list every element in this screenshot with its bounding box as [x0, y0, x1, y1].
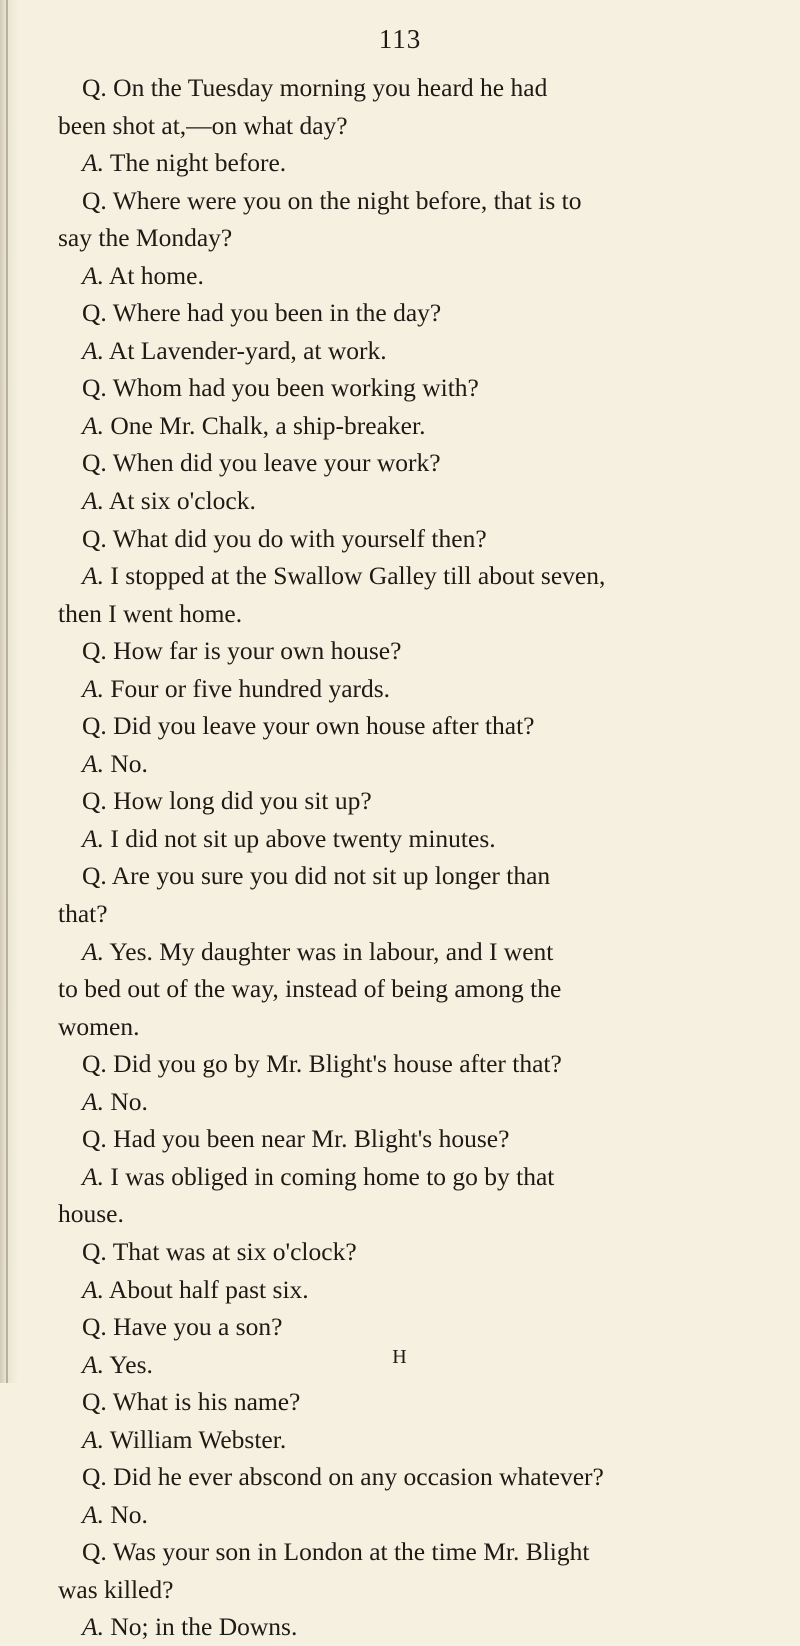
- text-line: [58, 670, 708, 708]
- text-line: [58, 1421, 708, 1459]
- text-line: [58, 1158, 708, 1196]
- answer-marker: A.: [82, 335, 104, 365]
- text-line: [58, 1233, 708, 1271]
- text-line: [58, 107, 708, 145]
- text-line: [58, 970, 708, 1008]
- answer-marker: A.: [82, 823, 104, 853]
- signature-mark: H: [392, 1346, 408, 1368]
- line-text: On the Tuesday morning you heard he had: [113, 73, 548, 102]
- line-text: At Lavender-yard, at work.: [108, 335, 387, 365]
- line-text: When did you leave your work?: [112, 448, 441, 478]
- text-line: [58, 782, 708, 820]
- answer-marker: A.: [82, 486, 104, 516]
- question-marker: Q.: [82, 711, 107, 741]
- text-line: [58, 707, 708, 745]
- line-text: was killed?: [58, 1574, 174, 1604]
- line-text: One Mr. Chalk, a ship-breaker.: [110, 410, 426, 440]
- text-line: [58, 1195, 708, 1233]
- answer-marker: A.: [82, 1161, 104, 1191]
- text-line: [58, 1458, 708, 1496]
- text-line: [58, 857, 708, 895]
- text-line: [58, 1496, 708, 1534]
- text-line: [58, 69, 708, 107]
- answer-marker: A.: [82, 1349, 104, 1379]
- answer-marker: A.: [82, 148, 104, 178]
- answer-marker: A.: [82, 260, 104, 290]
- answer-marker: A.: [82, 1612, 104, 1642]
- text-line: [58, 369, 708, 407]
- question-marker: Q.: [82, 298, 107, 328]
- text-line: [58, 895, 708, 933]
- line-text: Four or five hundred yards.: [110, 673, 391, 703]
- text-line: [58, 1308, 708, 1346]
- text-line: [58, 182, 708, 220]
- text-line: [58, 294, 708, 332]
- question-marker: Q.: [82, 1312, 107, 1342]
- line-text: been shot at,—on what day?: [58, 110, 348, 140]
- line-text: William Webster.: [109, 1424, 287, 1454]
- line-text: At home.: [108, 260, 204, 290]
- testimony-text: [58, 69, 708, 1646]
- page-gutter-shadow: [6, 0, 8, 1383]
- text-line: [58, 1271, 708, 1309]
- question-marker: Q.: [82, 1049, 107, 1079]
- answer-marker: A.: [82, 561, 104, 591]
- line-text: I stopped at the Swallow Galley till about seven,: [110, 561, 606, 591]
- text-line: [58, 1083, 708, 1121]
- line-text: then I went home.: [58, 598, 243, 628]
- line-text: How far is your own house?: [113, 636, 402, 666]
- question-marker: Q.: [82, 73, 107, 102]
- text-line: [58, 144, 708, 182]
- text-line: [58, 520, 708, 558]
- line-text: Yes. My daughter was in labour, and I went: [109, 936, 554, 966]
- question-marker: Q.: [82, 1462, 107, 1492]
- line-text: Where were you on the night before, that is to: [112, 185, 582, 215]
- line-text: The night before.: [109, 148, 287, 178]
- answer-marker: A.: [82, 748, 104, 778]
- line-text: Have you a son?: [113, 1312, 283, 1342]
- question-marker: Q.: [82, 1236, 107, 1266]
- text-line: [58, 595, 708, 633]
- question-marker: Q.: [82, 185, 107, 215]
- line-text: that?: [58, 899, 108, 929]
- answer-marker: A.: [82, 673, 104, 703]
- line-text: About half past six.: [108, 1274, 309, 1304]
- line-text: Was your son in London at the time Mr. Blight: [112, 1537, 590, 1567]
- question-marker: Q.: [82, 523, 107, 553]
- line-text: Did you go by Mr. Blight's house after that?: [113, 1049, 562, 1079]
- line-text: Had you been near Mr. Blight's house?: [113, 1124, 510, 1154]
- line-text: I was obliged in coming home to go by that: [110, 1161, 555, 1191]
- line-text: I did not sit up above twenty minutes.: [110, 823, 496, 853]
- question-marker: Q.: [82, 373, 107, 403]
- line-text: What did you do with yourself then?: [112, 523, 487, 553]
- question-marker: Q.: [82, 861, 107, 891]
- page-number: 113: [378, 24, 422, 54]
- answer-marker: A.: [82, 410, 104, 440]
- line-text: Whom had you been working with?: [112, 373, 479, 403]
- text-line: [58, 444, 708, 482]
- line-text: Are you sure you did not sit up longer than: [111, 861, 551, 891]
- text-line: [58, 219, 708, 257]
- text-line: [58, 1008, 708, 1046]
- text-line: [58, 632, 708, 670]
- text-line: [58, 1120, 708, 1158]
- answer-marker: A.: [82, 1424, 104, 1454]
- line-text: Did you leave your own house after that?: [113, 711, 535, 741]
- answer-marker: A.: [82, 1274, 104, 1304]
- line-text: Where had you been in the day?: [112, 298, 442, 328]
- line-text: No; in the Downs.: [110, 1612, 298, 1642]
- text-line: [58, 257, 708, 295]
- question-marker: Q.: [82, 1537, 107, 1567]
- text-line: [58, 1533, 708, 1571]
- line-text: No.: [110, 748, 148, 778]
- line-text: What is his name?: [112, 1387, 301, 1417]
- line-text: Did he ever abscond on any occasion whatever?: [113, 1462, 604, 1492]
- text-line: [58, 407, 708, 445]
- text-line: [58, 745, 708, 783]
- question-marker: Q.: [82, 448, 107, 478]
- text-line: [58, 1608, 708, 1646]
- line-text: At six o'clock.: [108, 486, 256, 516]
- question-marker: Q.: [82, 1387, 107, 1417]
- line-text: say the Monday?: [58, 223, 233, 253]
- answer-marker: A.: [82, 1499, 104, 1529]
- text-line: [58, 332, 708, 370]
- line-text: How long did you sit up?: [113, 786, 372, 816]
- answer-marker: A.: [82, 936, 104, 966]
- question-marker: Q.: [82, 636, 107, 666]
- text-line: [58, 820, 708, 858]
- answer-marker: A.: [82, 1086, 104, 1116]
- text-line: [58, 933, 708, 971]
- line-text: to bed out of the way, instead of being among the: [58, 974, 562, 1004]
- line-text: Yes.: [109, 1349, 153, 1379]
- line-text: house.: [58, 1199, 124, 1229]
- line-text: women.: [58, 1011, 140, 1041]
- text-line: [58, 1571, 708, 1609]
- text-line: [58, 1383, 708, 1421]
- line-text: That was at six o'clock?: [112, 1236, 357, 1266]
- text-line: [58, 482, 708, 520]
- question-marker: Q.: [82, 786, 107, 816]
- line-text: No.: [110, 1499, 148, 1529]
- text-line: [58, 1045, 708, 1083]
- line-text: No.: [110, 1086, 148, 1116]
- text-line: [58, 557, 708, 595]
- question-marker: Q.: [82, 1124, 107, 1154]
